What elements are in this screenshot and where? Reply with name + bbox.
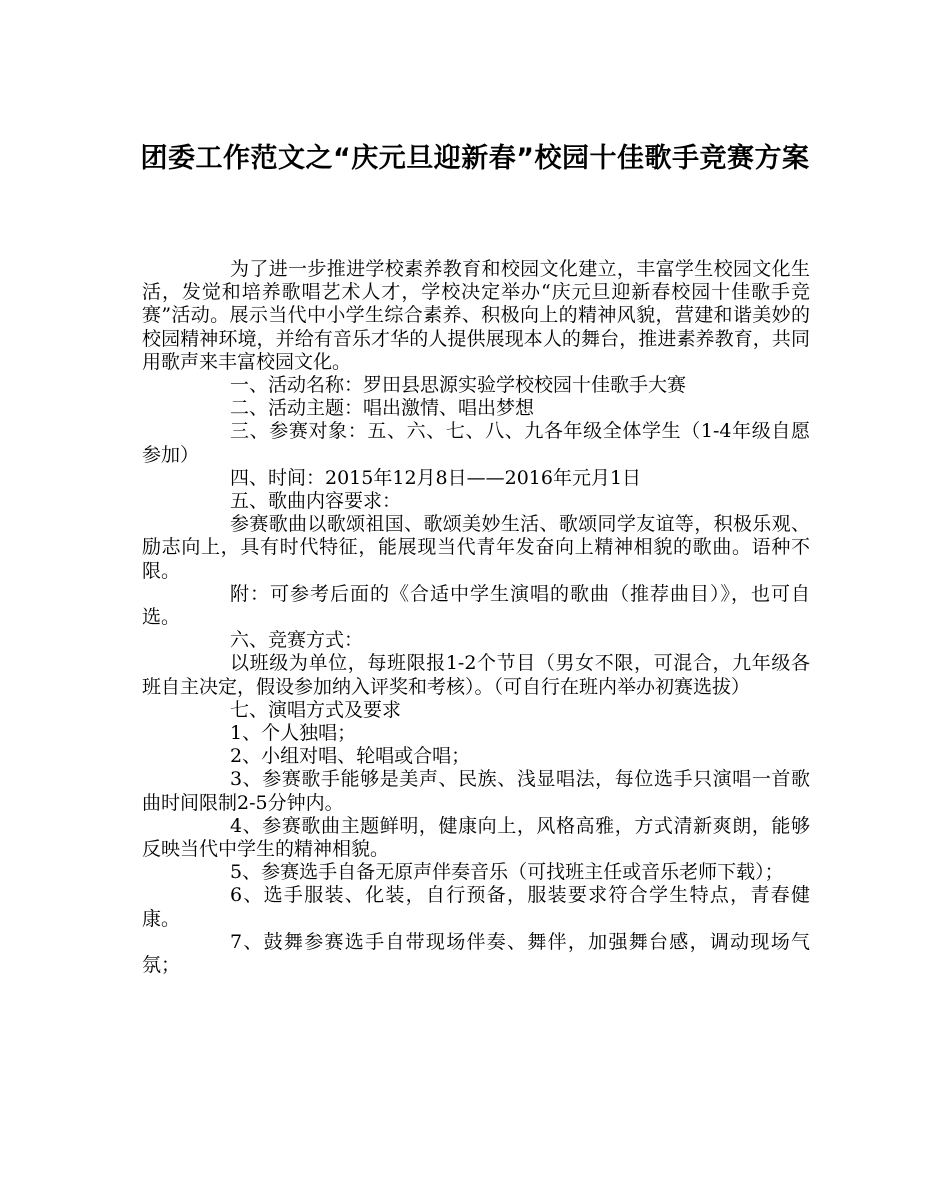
paragraph-performance-heading: 七、演唱方式及要求: [230, 698, 402, 721]
paragraph-competition-format: 以班级为单位，每班限报1-2个节目（男女不限，可混合，九年级各班自主决定，假设参加纳入评奖和考核）。（可自行在班内举办初赛选拔）: [142, 652, 810, 698]
document-title: 团委工作范文之“庆元旦迎新春”校园十佳歌手竞赛方案: [140, 143, 810, 174]
list-item: 2、小组对唱、轮唱或合唱；: [230, 745, 471, 768]
paragraph-time: 四、时间：2015年12月8日——2016年元月1日: [230, 466, 642, 489]
paragraph-competition-format-heading: 六、竞赛方式：: [230, 629, 364, 652]
paragraph-participants: 三、参赛对象：五、六、七、八、九各年级全体学生（1-4年级自愿参加）: [142, 420, 810, 466]
list-item: 6、选手服装、化装，自行预备，服装要求符合学生特点，青春健康。: [142, 884, 810, 930]
document-body: [142, 258, 810, 977]
paragraph-activity-name: 一、活动名称：罗田县思源实验学校校园十佳歌手大赛: [230, 374, 687, 397]
paragraph-appendix-note: 附：可参考后面的《合适中学生演唱的歌曲（推荐曲目）》，也可自选。: [142, 582, 810, 629]
paragraph-intro: 为了进一步推进学校素养教育和校园文化建立，丰富学生校园文化生活，发觉和培养歌唱艺术人才，学校决定举办“庆元旦迎新春校园十佳歌手竞赛”活动。展示当代中小学生综合素养、积极向上的精神风貌，营建和谐美妙的校园精神环境，并给有音乐才华的人提供展现本人的舞台，推进素养教育，共同用歌声来丰富校园文化。: [142, 258, 810, 373]
list-item: 1、个人独唱；: [230, 722, 357, 745]
list-item: 7、鼓舞参赛选手自带现场伴奏、舞伴，加强舞台感，调动现场气氛；: [142, 930, 810, 977]
list-item: 4、参赛歌曲主题鲜明，健康向上，风格高雅，方式清新爽朗，能够反映当代中学生的精神相貌。: [142, 814, 810, 861]
list-item: 3、参赛歌手能够是美声、民族、浅显唱法，每位选手只演唱一首歌曲时间限制2-5分钟内。: [142, 768, 810, 814]
paragraph-song-requirements: 参赛歌曲以歌颂祖国、歌颂美妙生活、歌颂同学友谊等，积极乐观、励志向上，具有时代特征，能展现当代青年发奋向上精神相貌的歌曲。语种不限。: [142, 513, 810, 582]
list-item: 5、参赛选手自备无原声伴奏音乐（可找班主任或音乐老师下载）；: [230, 861, 784, 884]
paragraph-song-requirements-heading: 五、歌曲内容要求：: [230, 490, 402, 513]
paragraph-activity-theme: 二、活动主题：唱出激情、唱出梦想: [230, 397, 535, 420]
